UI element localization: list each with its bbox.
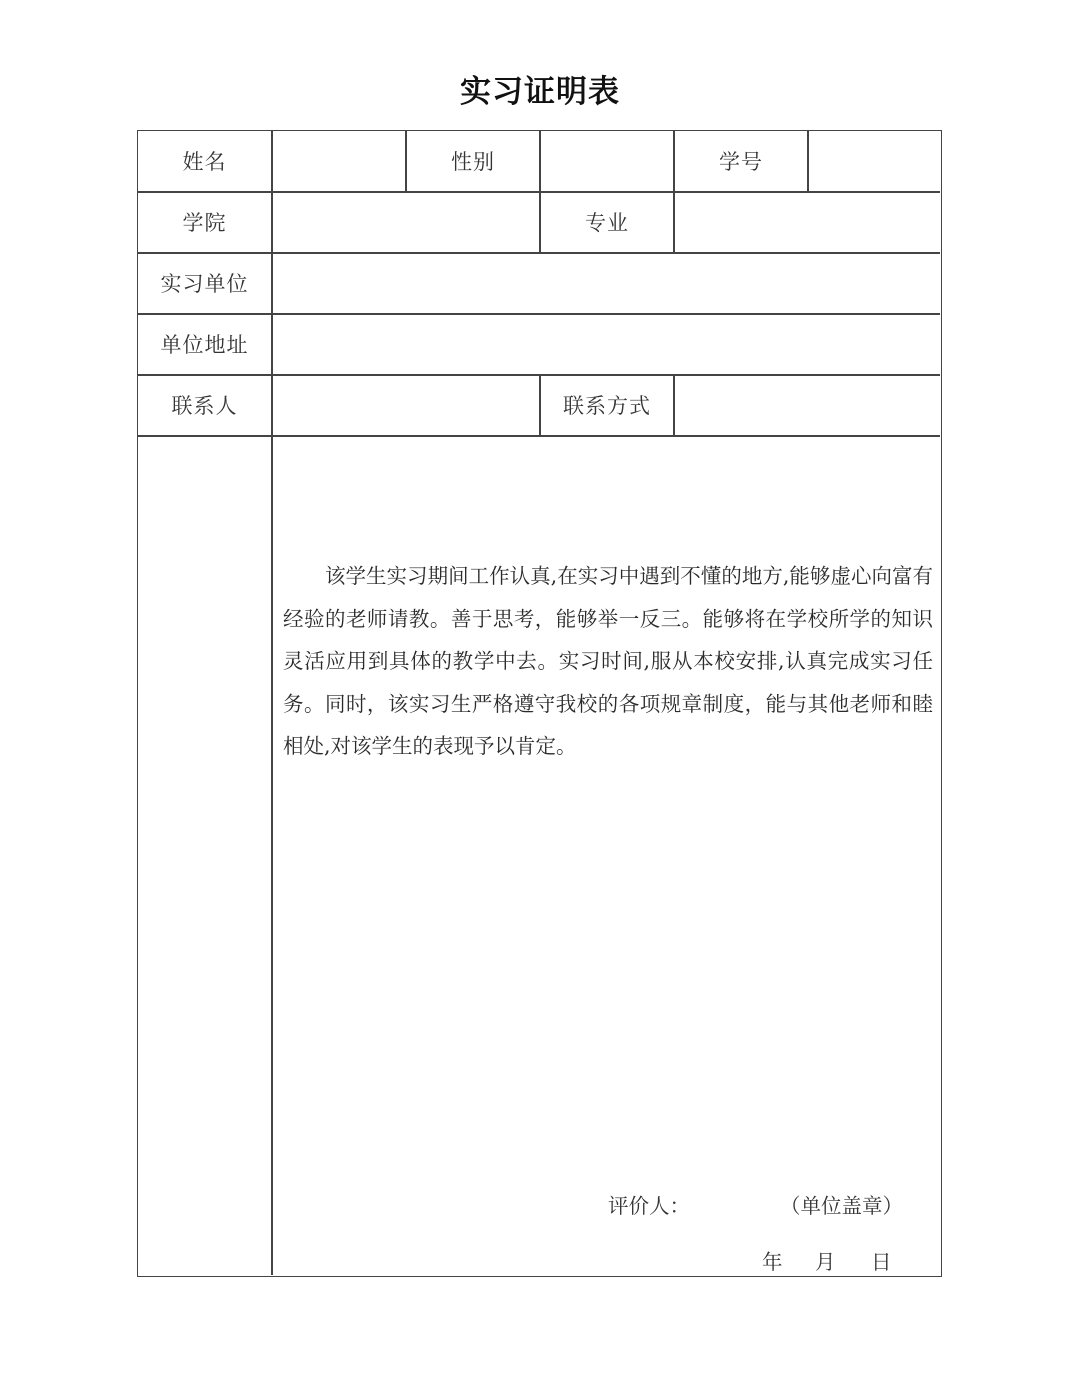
- name-label: 姓名: [182, 150, 227, 174]
- contact-person-label: 联系人: [171, 394, 238, 418]
- internship-certificate-form: [137, 130, 942, 1277]
- name-field[interactable]: [273, 131, 405, 191]
- unit-stamp-label: （单位盖章）: [780, 1194, 903, 1218]
- contact-method-field[interactable]: [675, 375, 940, 435]
- student-id-field[interactable]: [809, 131, 940, 191]
- unit-address-label: 单位地址: [160, 333, 249, 357]
- college-field[interactable]: [273, 192, 539, 252]
- unit-address-field[interactable]: [273, 314, 940, 374]
- gender-field[interactable]: [541, 131, 673, 191]
- college-label: 学院: [182, 211, 227, 235]
- evaluator-label: 评价人：: [608, 1194, 690, 1218]
- major-field[interactable]: [675, 192, 940, 252]
- gender-label: 性别: [451, 150, 495, 174]
- page-title: 实习证明表: [460, 74, 620, 110]
- major-label: 专业: [585, 211, 629, 235]
- year-label: 年: [762, 1250, 783, 1274]
- month-label: 月: [815, 1250, 836, 1274]
- internship-unit-field[interactable]: [273, 253, 940, 313]
- row-divider: [138, 435, 940, 437]
- day-label: 日: [871, 1250, 892, 1274]
- internship-unit-label: 实习单位: [160, 272, 249, 296]
- contact-person-field[interactable]: [273, 375, 539, 435]
- student-id-label: 学号: [719, 150, 763, 174]
- evaluation-comment: 该学生实习期间工作认真,在实习中遇到不懂的地方,能够虚心向富有经验的老师请教。善于思考，能够举一反三。能够将在学校所学的知识灵活应用到具体的教学中去。实习时间,服从本校安排,认真完成实习任务。同时，该实习生严格遵守我校的各项规章制度，能与其他老师和睦相处,对该学生的表现予以肯定。: [283, 564, 933, 758]
- contact-method-label: 联系方式: [563, 394, 651, 418]
